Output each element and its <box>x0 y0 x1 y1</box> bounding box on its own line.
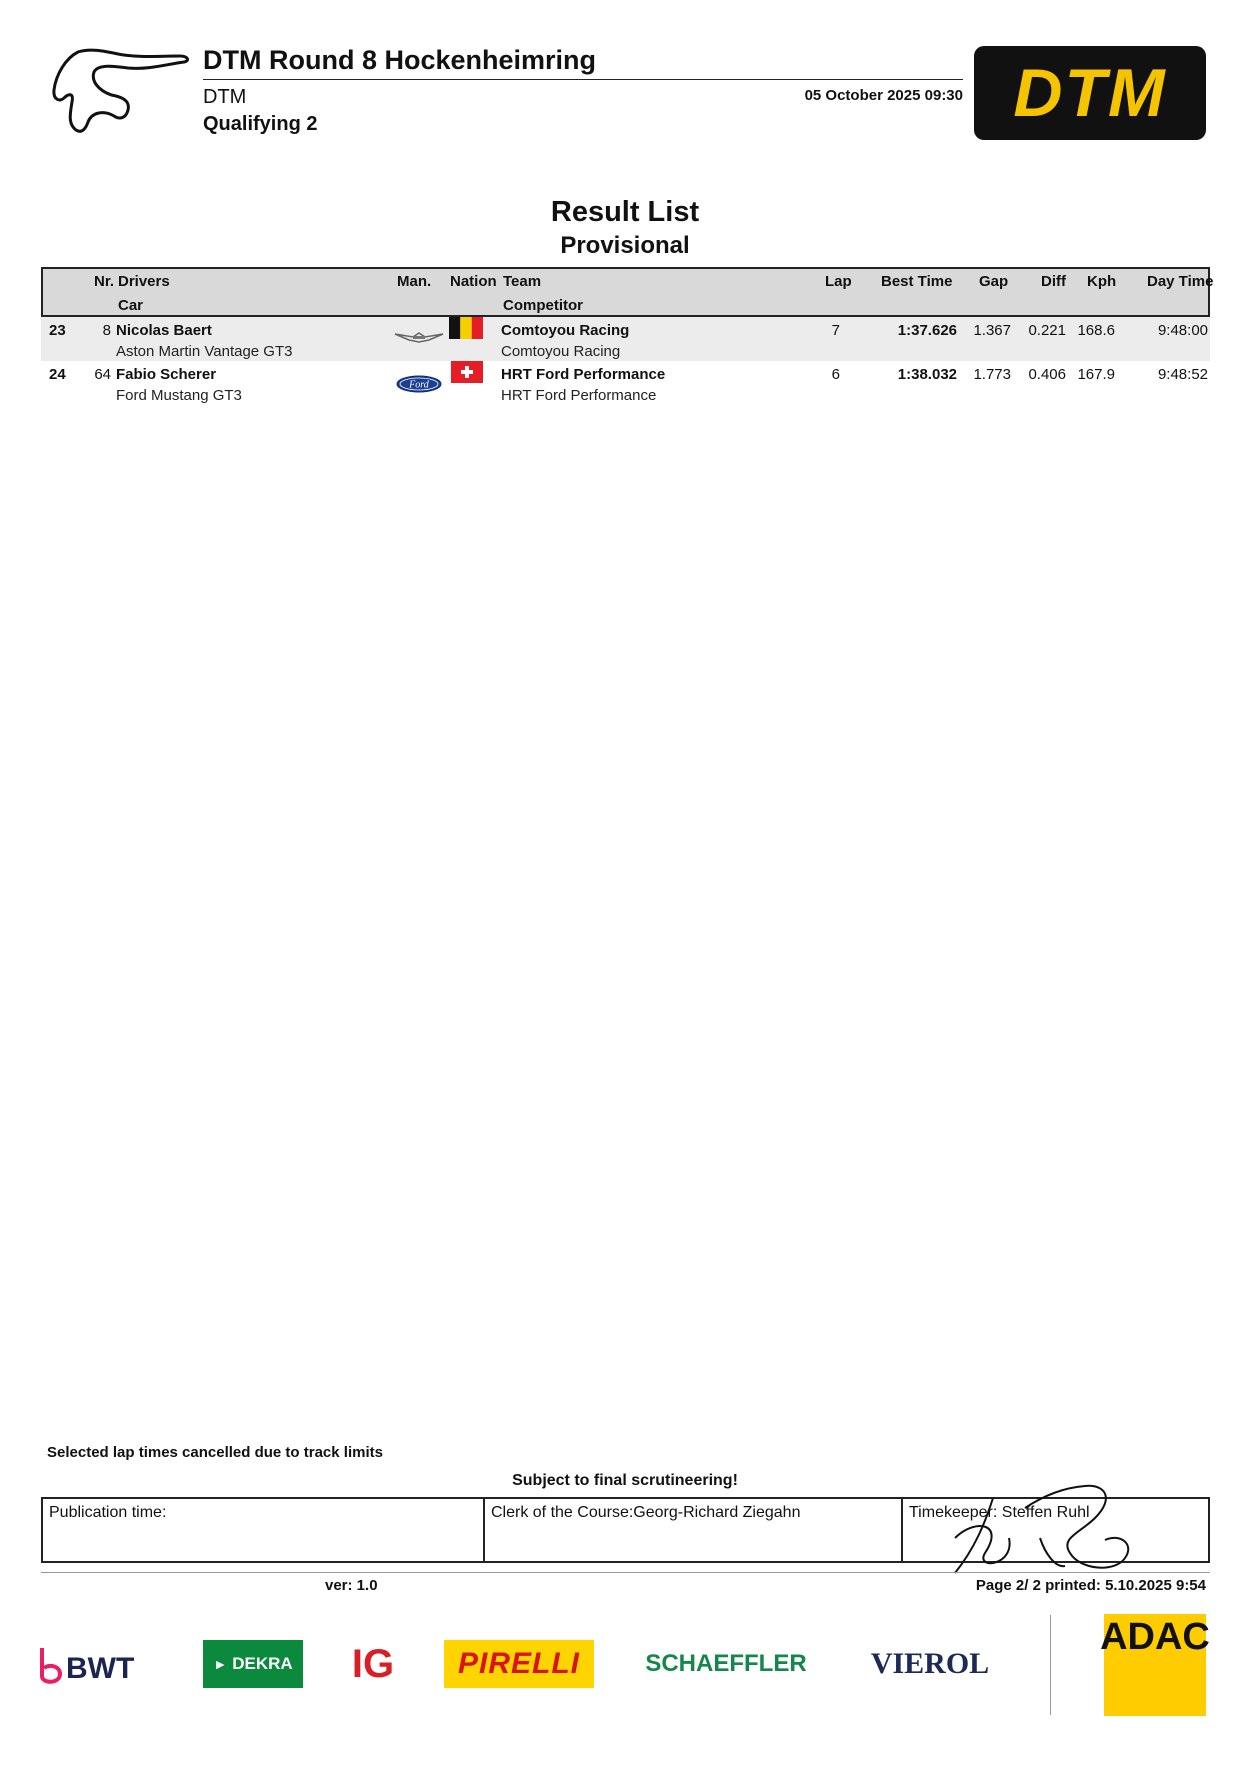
clerk-of-course: Clerk of the Course:Georg-Richard Ziegahn <box>491 1504 801 1521</box>
sponsor-dekra-text: DEKRA <box>232 1654 293 1673</box>
diff: 0.406 <box>1028 366 1066 383</box>
sponsor-adac-logo <box>1100 1614 1210 1716</box>
car-number: 64 <box>94 366 111 383</box>
belgium-flag-icon <box>449 317 483 339</box>
header-diff: Diff <box>1041 273 1066 290</box>
results-table <box>41 267 1214 405</box>
header-gap: Gap <box>979 273 1009 290</box>
best-time: 1:37.626 <box>897 322 957 339</box>
gap: 1.367 <box>973 322 1011 339</box>
header-day-time: Day Time <box>1147 273 1214 290</box>
document-status: Provisional <box>560 232 690 259</box>
header-nation: Nation <box>450 273 497 290</box>
best-time: 1:38.032 <box>897 366 957 383</box>
team-name: Comtoyou Racing <box>501 322 630 339</box>
timekeeper: Timekeeper: Steffen Ruhl <box>909 1504 1090 1521</box>
sponsor-ig-logo: IG <box>351 1641 395 1686</box>
session-name: Qualifying 2 <box>203 113 318 135</box>
table-header <box>41 267 1214 317</box>
header-drivers: Drivers <box>118 273 170 290</box>
session-date: 05 October 2025 09:30 <box>804 87 963 104</box>
lap-count: 6 <box>831 366 840 383</box>
switzerland-flag-icon <box>451 361 483 383</box>
sponsor-vierol-logo: VIEROL <box>870 1647 990 1680</box>
position: 23 <box>49 322 66 339</box>
aston-martin-logo-icon <box>393 329 445 345</box>
svg-text:Ford: Ford <box>409 379 429 391</box>
track-map-icon <box>48 44 194 140</box>
competitor-name: Comtoyou Racing <box>501 343 621 360</box>
dtm-logo <box>974 46 1206 140</box>
car-model: Aston Martin Vantage GT3 <box>116 343 293 360</box>
header-lap: Lap <box>825 273 852 290</box>
sponsor-bwt-text: BWT <box>66 1652 135 1685</box>
header-team: Team <box>503 273 542 290</box>
sponsor-divider <box>1050 1615 1051 1715</box>
team-name: HRT Ford Performance <box>501 366 666 383</box>
header-nr: Nr. <box>94 273 115 290</box>
sponsor-dekra-logo: ► DEKRA <box>203 1640 303 1688</box>
publication-time-label: Publication time: <box>49 1504 167 1521</box>
gap: 1.773 <box>973 366 1011 383</box>
diff: 0.221 <box>1028 322 1066 339</box>
series-name: DTM <box>203 86 247 108</box>
header-kph: Kph <box>1087 273 1117 290</box>
table-row <box>41 361 1210 405</box>
sponsor-adac-text: ADAC <box>1100 1616 1210 1658</box>
version-label: ver: 1.0 <box>325 1577 378 1594</box>
driver-name: Fabio Scherer <box>116 366 217 383</box>
footer-divider <box>41 1572 1210 1573</box>
publication-time-cell <box>43 1499 485 1561</box>
header-car: Car <box>118 297 144 314</box>
car-number: 8 <box>102 322 111 339</box>
header-best-time: Best Time <box>881 273 953 290</box>
day-time: 9:48:00 <box>1157 322 1208 339</box>
event-title: DTM Round 8 Hockenheimring <box>203 45 597 75</box>
sponsor-pirelli-logo: PIRELLI <box>444 1640 594 1688</box>
driver-name: Nicolas Baert <box>116 322 212 339</box>
page-info: Page 2/ 2 printed: 5.10.2025 9:54 <box>975 1577 1206 1594</box>
track-limits-note: Selected lap times cancelled due to track limits <box>47 1444 383 1461</box>
sponsor-schaeffler-logo: SCHAEFFLER <box>645 1650 807 1677</box>
ford-logo-icon <box>396 375 442 393</box>
dtm-logo-text: DTM <box>1013 55 1167 131</box>
kph: 168.6 <box>1077 322 1115 339</box>
document-title: Result List <box>550 196 700 228</box>
scrutineering-note: Subject to final scrutineering! <box>512 1472 738 1489</box>
day-time: 9:48:52 <box>1157 366 1208 383</box>
clerk-cell <box>485 1499 903 1561</box>
kph: 167.9 <box>1077 366 1115 383</box>
position: 24 <box>49 366 66 383</box>
table-row <box>41 317 1210 361</box>
sponsor-bwt-logo <box>38 1640 154 1688</box>
header-man: Man. <box>397 273 432 290</box>
header-competitor: Competitor <box>503 297 583 314</box>
lap-count: 7 <box>831 322 840 339</box>
car-model: Ford Mustang GT3 <box>116 387 242 404</box>
title-divider <box>203 79 963 80</box>
competitor-name: HRT Ford Performance <box>501 387 657 404</box>
